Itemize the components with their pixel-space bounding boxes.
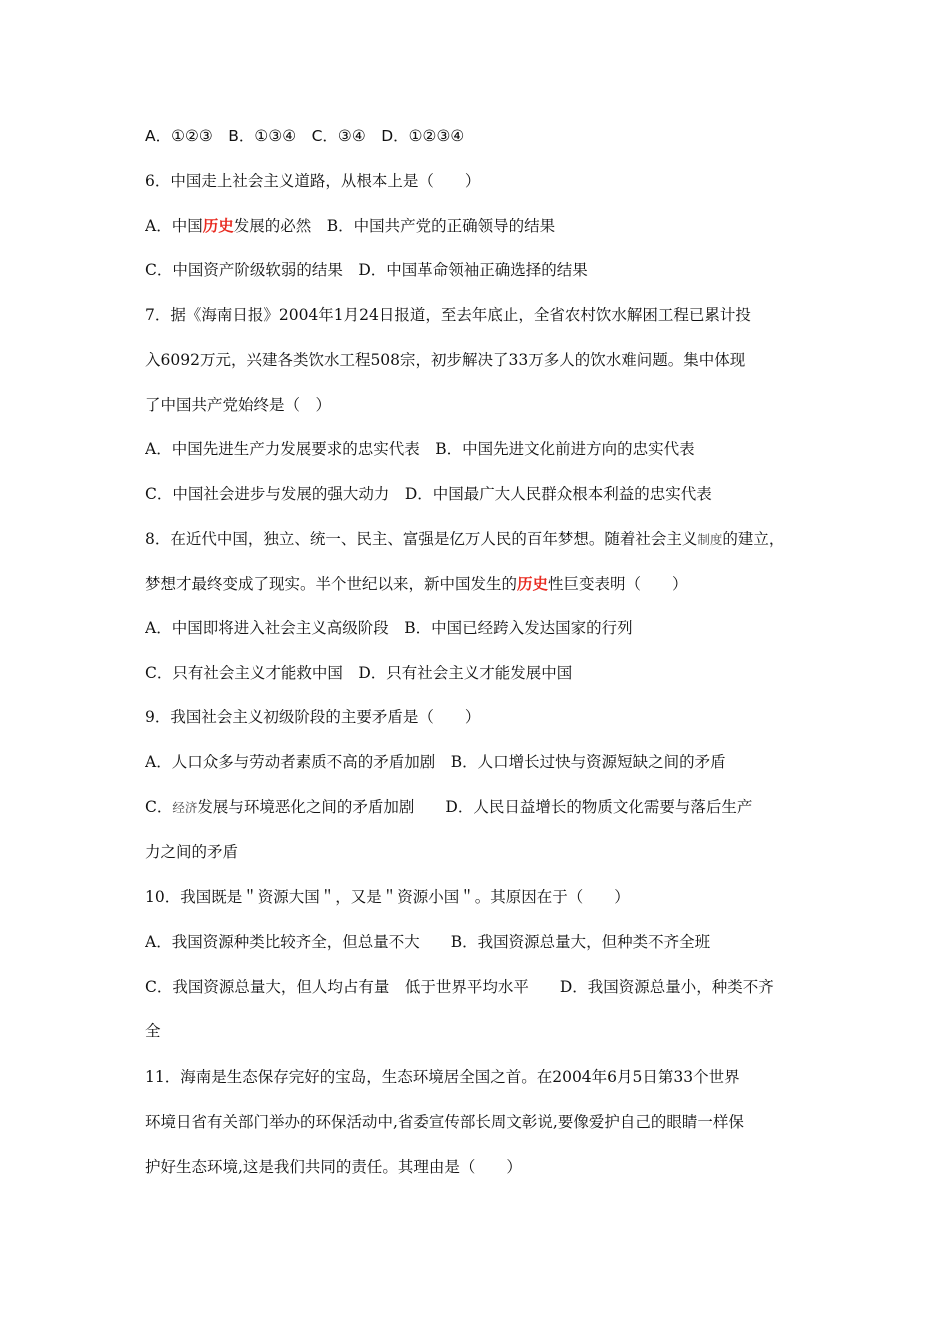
q8-options-cd	[145, 662, 815, 684]
q9-option-c-prefix: C．	[145, 798, 173, 816]
q6-options-cd	[145, 259, 815, 281]
history-link[interactable]: 历史	[202, 216, 234, 235]
q9-options-cd-text: 发展与环境恶化之间的矛盾加剧 D．人民日益增长的物质文化需要与落后生产	[197, 798, 753, 816]
q8-options-ab	[145, 617, 815, 639]
q8-options-ab-text: A．中国即将进入社会主义高级阶段 B．中国已经跨入发达国家的行列	[145, 619, 633, 637]
economy-link[interactable]: 经济	[172, 800, 198, 815]
q7-stem-line-1-text: 7．据《海南日报》2004年1月24日报道，至去年底止，全省农村饮水解困工程已累计投	[145, 306, 751, 324]
q7-stem-line-2	[145, 349, 815, 371]
q8-stem-line-1	[145, 528, 815, 551]
q9-options-cd-line-2-text: 力之间的矛盾	[145, 843, 239, 861]
q5-options	[145, 125, 815, 147]
history-link[interactable]: 历史	[517, 574, 549, 593]
q10-options-ab-text: A．我国资源种类比较齐全，但总量不大 B．我国资源总量大，但种类不齐全班	[145, 933, 711, 951]
q6-stem-text: 6．中国走上社会主义道路，从根本上是（ ）	[145, 172, 481, 190]
q8-options-cd-text: C．只有社会主义才能救中国 D．只有社会主义才能发展中国	[145, 664, 573, 682]
q8-stem-line-1-text: 8．在近代中国，独立、统一、民主、富强是亿万人民的百年梦想。随着社会主义	[145, 530, 698, 548]
q11-stem-line-3-text: 护好生态环境,这是我们共同的责任。其理由是（ ）	[145, 1158, 522, 1176]
q10-options-cd	[145, 976, 815, 998]
q7-stem-line-1	[145, 304, 815, 326]
q7-stem-line-3	[145, 394, 815, 416]
q10-options-ab	[145, 931, 815, 953]
q7-stem-line-3-text: 了中国共产党始终是（ ）	[145, 396, 332, 414]
q6-options-cd-text: C．中国资产阶级软弱的结果 D．中国革命领袖正确选择的结果	[145, 261, 588, 279]
q8-stem-line-2-end: 性巨变表明（ ）	[548, 575, 688, 593]
q9-options-ab-text: A．人口众多与劳动者素质不高的矛盾加剧 B．人口增长过快与资源短缺之间的矛盾	[145, 753, 726, 771]
q8-stem-line-2-text: 梦想才最终变成了现实。半个世纪以来，新中国发生的	[145, 575, 518, 593]
q8-stem-line-1-end: 的建立，	[722, 530, 785, 548]
q6-options-ab	[145, 215, 815, 237]
q10-options-cd-line-2	[145, 1020, 815, 1042]
q10-stem-text: 10．我国既是＂资源大国＂，又是＂资源小国＂。其原因在于（ ）	[145, 888, 630, 906]
q5-options-text: A．①②③ B．①③④ C．③④ D．①②③④	[145, 127, 465, 145]
q7-options-ab-text: A．中国先进生产力发展要求的忠实代表 B．中国先进文化前进方向的忠实代表	[145, 440, 695, 458]
q8-stem-line-2	[145, 573, 815, 595]
q11-stem-line-2-text: 环境日省有关部门举办的环保活动中,省委宣传部长周文彰说,要像爱护自己的眼睛一样保	[145, 1113, 744, 1131]
q11-stem-line-3	[145, 1156, 815, 1178]
q6-option-a-prefix: A．中国	[145, 217, 203, 235]
q9-options-cd-line-2	[145, 841, 815, 863]
q9-stem	[145, 706, 815, 728]
system-link[interactable]: 制度	[697, 532, 723, 547]
q6-option-a-rest: 发展的必然 B．中国共产党的正确领导的结果	[233, 217, 556, 235]
q7-options-ab	[145, 438, 815, 460]
q9-options-ab	[145, 751, 815, 773]
q10-options-cd-text: C．我国资源总量大，但人均占有量 低于世界平均水平 D．我国资源总量小，种类不齐	[145, 978, 774, 996]
q10-stem	[145, 886, 815, 908]
q11-stem-line-1	[145, 1066, 815, 1088]
q10-options-cd-line-2-text: 全	[145, 1022, 161, 1040]
q9-options-cd	[145, 796, 815, 819]
q11-stem-line-1-text: 11．海南是生态保存完好的宝岛，生态环境居全国之首。在2004年6月5日第33个世界	[145, 1068, 740, 1086]
q7-stem-line-2-text: 入6092万元，兴建各类饮水工程508宗，初步解决了33万多人的饮水难问题。集中体现	[145, 351, 746, 369]
q11-stem-line-2	[145, 1111, 815, 1133]
q6-stem	[145, 170, 815, 192]
q7-options-cd-text: C．中国社会进步与发展的强大动力 D．中国最广大人民群众根本利益的忠实代表	[145, 485, 712, 503]
q7-options-cd	[145, 483, 815, 505]
q9-stem-text: 9．我国社会主义初级阶段的主要矛盾是（ ）	[145, 708, 481, 726]
